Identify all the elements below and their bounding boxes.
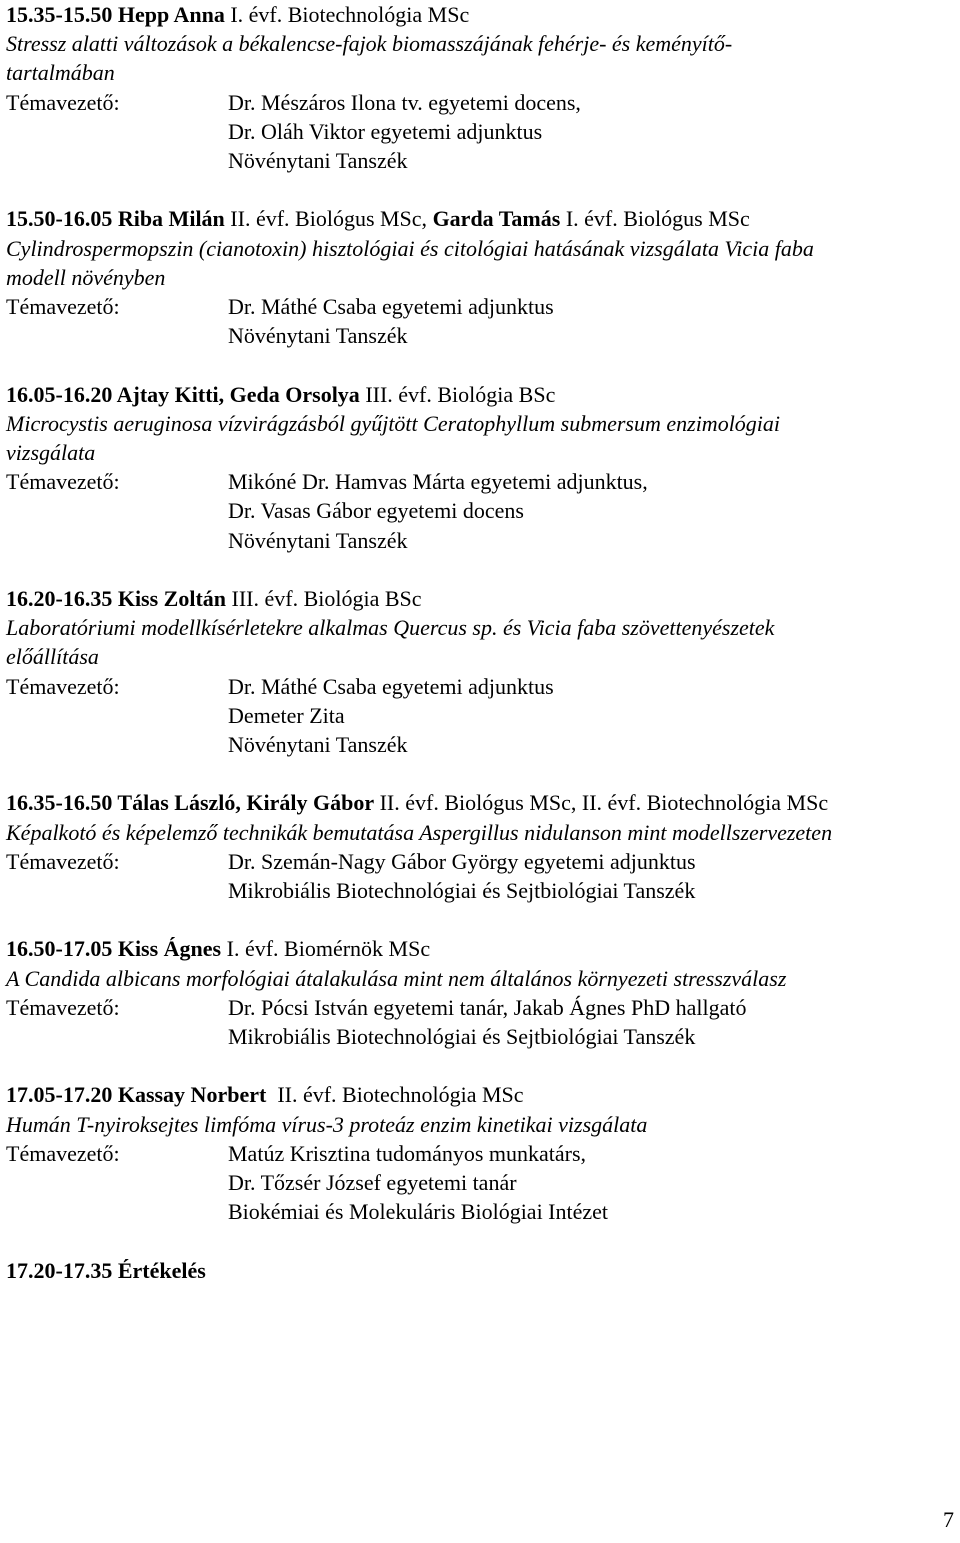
program-entry	[6, 204, 956, 350]
supervisor-label: Témavezető:	[6, 994, 120, 1020]
supervisor-label: Témavezető:	[6, 89, 120, 115]
entry-title-line: előállítása	[6, 644, 99, 670]
entry-program: II. évf. Biológus MSc,	[224, 206, 433, 232]
supervisor-row	[6, 292, 956, 321]
entry-heading	[6, 0, 956, 29]
entry-title-line: tartalmában	[6, 60, 115, 86]
supervisor-name: Matúz Krisztina tudományos munkatárs,	[228, 1140, 587, 1166]
entry-heading	[6, 788, 956, 817]
entry-time-presenter: 15.50-16.05 Riba Milán	[6, 206, 225, 232]
department-name: Mikrobiális Biotechnológiai és Sejtbiológiai Tanszék	[228, 1024, 696, 1050]
department-name: Növénytani Tanszék	[228, 732, 408, 758]
supervisor-row	[6, 847, 956, 876]
department-name: Növénytani Tanszék	[228, 527, 408, 553]
entry-heading	[6, 584, 956, 613]
supervisor-name: Dr. Máthé Csaba egyetemi adjunktus	[228, 294, 554, 320]
supervisor-name: Dr. Mészáros Ilona tv. egyetemi docens,	[228, 89, 581, 115]
supervisor-name: Demeter Zita	[228, 702, 345, 728]
entry-title-line: Microcystis aeruginosa vízvirágzásból gyűjtött Ceratophyllum submersum enzimológiai	[6, 410, 781, 436]
entry-time-presenter: 16.35-16.50 Tálas László, Király Gábor	[6, 790, 375, 816]
entry-heading	[6, 1080, 956, 1109]
closing-session: 17.20-17.35 Értékelés	[6, 1257, 206, 1283]
supervisor-name: Dr. Pócsi István egyetemi tanár, Jakab Ágnes PhD hallgató	[228, 994, 747, 1020]
department-name: Mikrobiális Biotechnológiai és Sejtbiológiai Tanszék	[228, 878, 696, 904]
supervisor-name: Mikóné Dr. Hamvas Márta egyetemi adjunktus,	[228, 469, 648, 495]
entry-title-line: A Candida albicans morfológiai átalakulása mint nem általános környezeti stresszválasz	[6, 965, 787, 991]
supervisor-name: Dr. Oláh Viktor egyetemi adjunktus	[228, 118, 543, 144]
supervisor-row	[6, 467, 956, 496]
supervisor-row	[6, 1139, 956, 1168]
entry-program: III. évf. Biológia BSc	[359, 381, 556, 407]
entry-title-line: Humán T-nyiroksejtes limfóma vírus-3 proteáz enzim kinetikai vizsgálata	[6, 1111, 648, 1137]
supervisor-name: Dr. Tőzsér József egyetemi tanár	[228, 1170, 517, 1196]
entry-program: II. évf. Biotechnológia MSc	[266, 1082, 524, 1108]
supervisor-label: Témavezető:	[6, 848, 120, 874]
entry-presenter: Garda Tamás	[432, 206, 561, 232]
department-name: Növénytani Tanszék	[228, 148, 408, 174]
program-entry	[6, 380, 956, 555]
entry-title-line: Stressz alatti változások a békalencse-fajok biomasszájának fehérje- és keményítő-	[6, 31, 733, 57]
entry-heading	[6, 380, 956, 409]
entry-time-presenter: 15.35-15.50 Hepp Anna	[6, 2, 225, 27]
program-page	[6, 0, 956, 1285]
supervisor-name: Dr. Máthé Csaba egyetemi adjunktus	[228, 673, 554, 699]
program-entry	[6, 0, 956, 175]
program-entry	[6, 934, 956, 1051]
supervisor-label: Témavezető:	[6, 1140, 120, 1166]
program-entry	[6, 788, 956, 905]
entry-title-line: Képalkotó és képelemző technikák bemutatása Aspergillus nidulanson mint modellszervezeten	[6, 819, 833, 845]
entry-time-presenter: 16.50-17.05 Kiss Ágnes	[6, 936, 222, 962]
entry-heading	[6, 934, 956, 963]
entry-program: I. évf. Biológus MSc	[560, 206, 750, 232]
entry-program: III. évf. Biológia BSc	[226, 586, 422, 612]
department-name: Növénytani Tanszék	[228, 323, 408, 349]
entry-title-line: vizsgálata	[6, 440, 96, 466]
supervisor-name: Dr. Vasas Gábor egyetemi docens	[228, 498, 524, 524]
entry-title-line: modell növényben	[6, 264, 166, 290]
supervisor-label: Témavezető:	[6, 294, 120, 320]
supervisor-row	[6, 993, 956, 1022]
supervisor-label: Témavezető:	[6, 469, 120, 495]
supervisor-label: Témavezető:	[6, 673, 120, 699]
department-name: Biokémiai és Molekuláris Biológiai Intézet	[228, 1199, 609, 1225]
entry-program: II. évf. Biológus MSc, II. évf. Biotechnológia MSc	[374, 790, 829, 816]
entry-heading	[6, 204, 956, 233]
entry-time-presenter: 16.05-16.20 Ajtay Kitti, Geda Orsolya	[6, 381, 360, 407]
entry-program: I. évf. Biomérnök MSc	[221, 936, 431, 962]
entry-title-line: Cylindrospermopszin (cianotoxin) hisztológiai és citológiai hatásának vizsgálata Vicia faba	[6, 235, 814, 261]
entry-time-presenter: 17.05-17.20 Kassay Norbert	[6, 1082, 267, 1108]
supervisor-row	[6, 88, 956, 117]
supervisor-row	[6, 672, 956, 701]
program-entry	[6, 584, 956, 759]
entry-program: I. évf. Biotechnológia MSc	[224, 2, 470, 27]
entry-time-presenter: 16.20-16.35 Kiss Zoltán	[6, 586, 227, 612]
page-number: 7	[943, 1507, 954, 1532]
program-entry	[6, 1080, 956, 1226]
entry-title-line: Laboratóriumi modellkísérletekre alkalmas Quercus sp. és Vicia faba szövettenyészetek	[6, 615, 775, 641]
supervisor-name: Dr. Szemán-Nagy Gábor György egyetemi adjunktus	[228, 848, 696, 874]
